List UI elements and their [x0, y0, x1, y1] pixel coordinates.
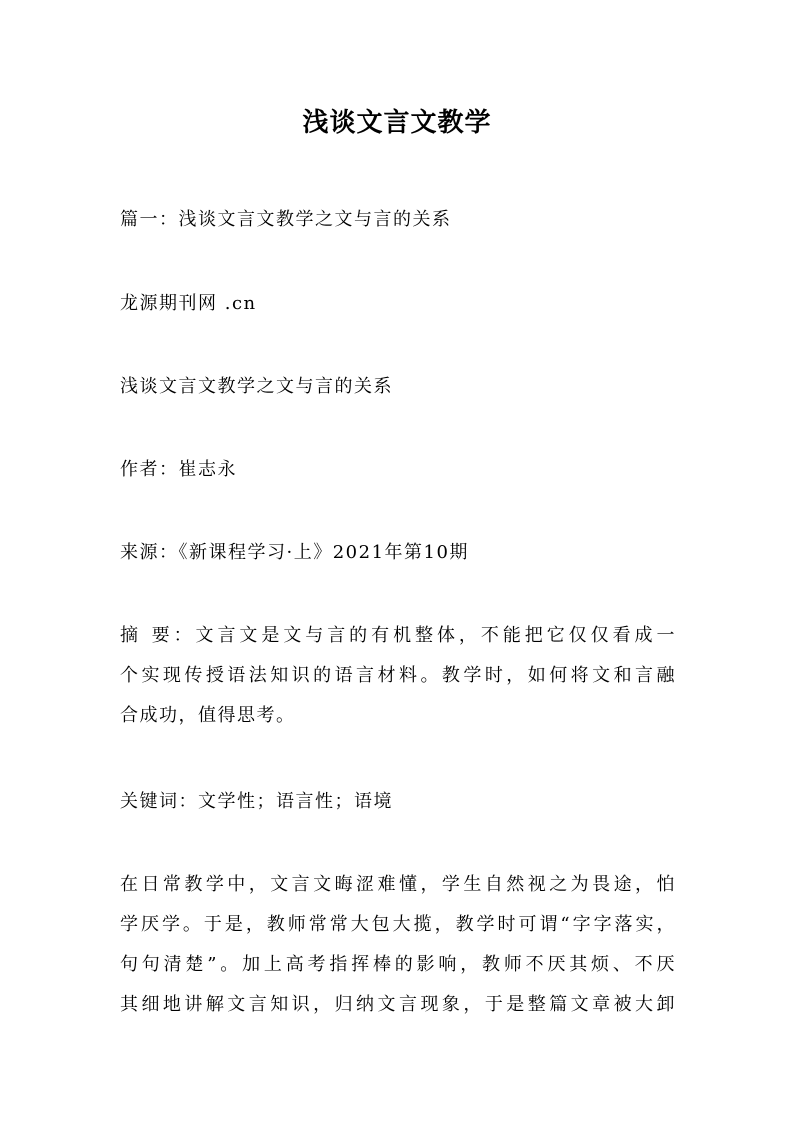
article-title: 浅谈文言文教学之文与言的关系	[120, 376, 393, 397]
body-paragraph	[120, 865, 676, 1025]
source-site: 龙源期刊网 .cn	[120, 293, 257, 314]
document-title: 浅谈文言文教学	[302, 108, 492, 138]
abstract-line: 个实现传授语法知识的语言材料。教学时，如何将文和言融	[120, 665, 676, 686]
abstract-line: 合成功，值得思考。	[120, 705, 296, 726]
author-line: 作者：崔志永	[120, 459, 237, 480]
body-line: 在日常教学中，文言文晦涩难懂，学生自然视之为畏途，怕	[120, 874, 676, 895]
keywords-line: 关键词：文学性；语言性；语境	[120, 791, 393, 812]
body-line: 其细地讲解文言知识，归纳文言现象，于是整篇文章被大卸	[120, 994, 676, 1015]
source-line: 来源：《新课程学习·上》2021年第10期	[120, 542, 469, 563]
body-line: 句句清楚”。加上高考指挥棒的影响，教师不厌其烦、不厌	[120, 954, 676, 975]
section-heading: 篇一：浅谈文言文教学之文与言的关系	[120, 209, 452, 230]
body-line: 学厌学。于是，教师常常大包大揽，教学时可谓“字字落实，	[120, 914, 676, 935]
abstract-line: 摘 要：文言文是文与言的有机整体，不能把它仅仅看成一	[120, 625, 676, 646]
abstract-paragraph	[120, 616, 676, 736]
